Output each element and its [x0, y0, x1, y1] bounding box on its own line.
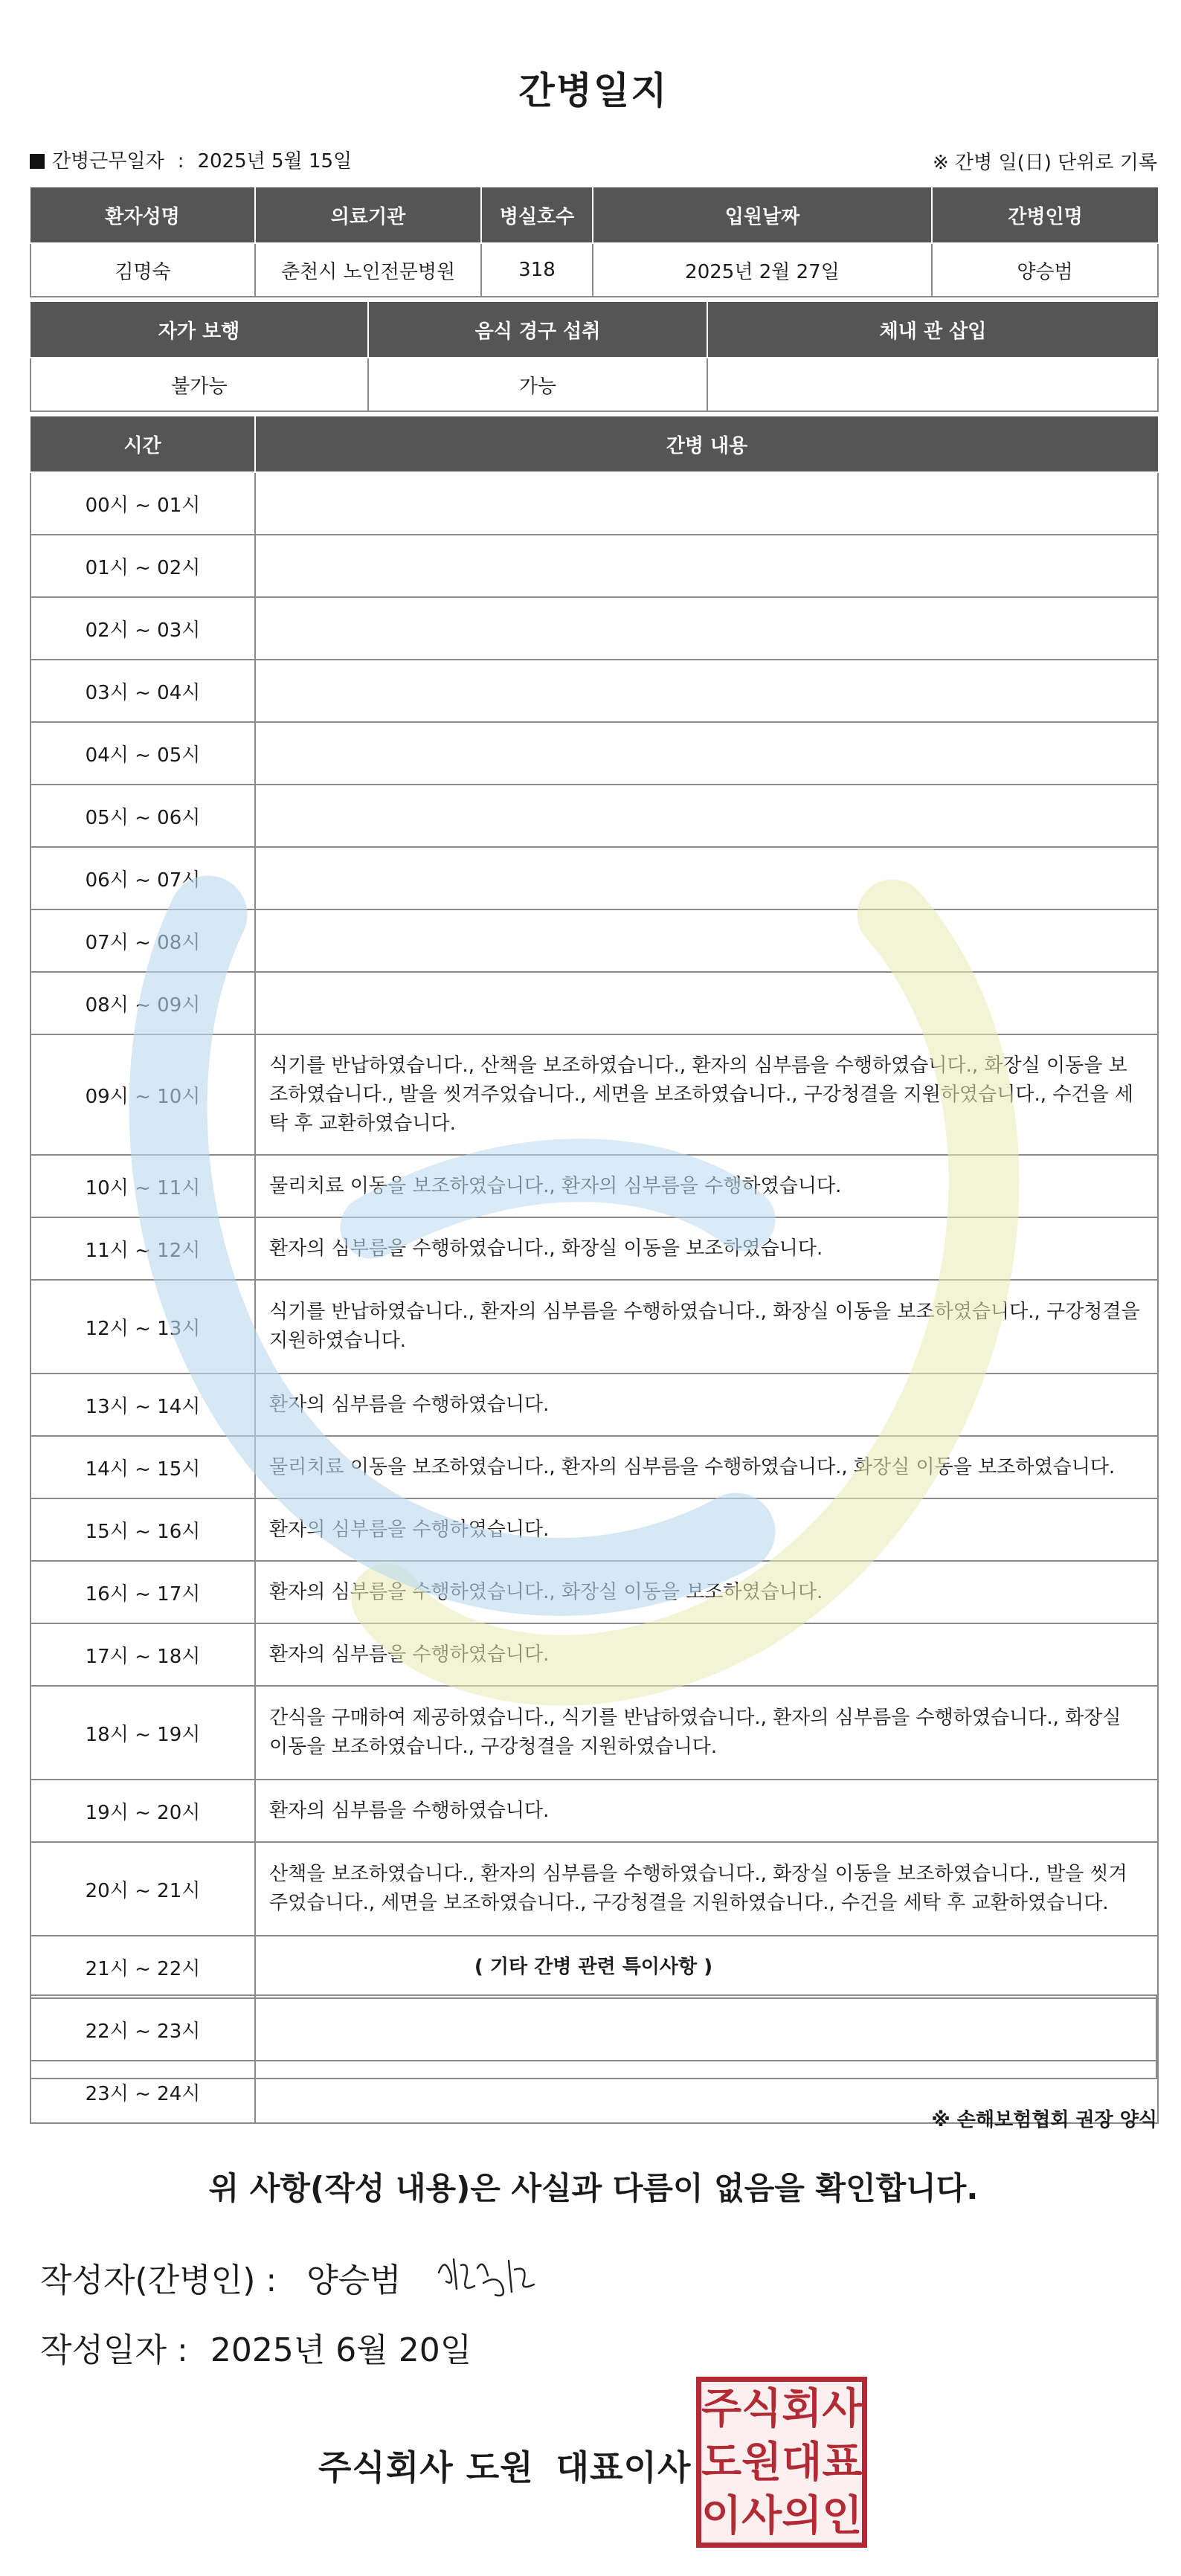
- header-oral-intake: 음식 경구 섭취: [368, 302, 707, 358]
- seal-character: 사: [741, 2491, 782, 2540]
- time-slot: 05시 ~ 06시: [30, 785, 255, 847]
- care-content: [255, 972, 1158, 1034]
- log-header-row: [30, 416, 1158, 472]
- time-slot: 00시 ~ 01시: [30, 472, 255, 535]
- care-content: 식기를 반납하였습니다., 산책을 보조하였습니다., 환자의 심부름을 수행하였습니다., 화장실 이동을 보조하였습니다., 발을 씻겨주었습니다., 세면을 보조하였습니다., 구강청결을 지원하였습니다., 수건을 세탁 후 교환하였습니다.: [255, 1034, 1158, 1155]
- written-date-label: 작성일자 :: [40, 2331, 188, 2369]
- seal-character: 인: [822, 2491, 863, 2540]
- representative-title: 대표이사: [556, 2447, 692, 2488]
- company-line: [318, 2441, 691, 2490]
- header-room-number: 병실호수: [481, 187, 593, 243]
- table-row: [30, 597, 1158, 660]
- seal-character: 원: [741, 2438, 782, 2487]
- care-content: 간식을 구매하여 제공하였습니다., 식기를 반납하였습니다., 환자의 심부름을 수행하였습니다., 화장실 이동을 보조하였습니다., 구강청결을 지원하였습니다.: [255, 1686, 1158, 1780]
- header-time: 시간: [30, 416, 255, 472]
- header-caregiver-name: 간병인명: [932, 187, 1158, 243]
- seal-character: 회: [782, 2384, 823, 2433]
- time-slot: 22시 ~ 23시: [30, 1998, 255, 2061]
- care-content: [255, 472, 1158, 535]
- care-content: [255, 660, 1158, 722]
- confirmation-statement: 위 사항(작성 내용)은 사실과 다름이 없음을 확인합니다.: [208, 2170, 979, 2206]
- table-row: [30, 1280, 1158, 1374]
- seal-character: 의: [782, 2491, 823, 2540]
- table-row: [30, 785, 1158, 847]
- work-date-line: [30, 146, 352, 173]
- time-slot: 09시 ~ 10시: [30, 1034, 255, 1155]
- writer-name: 양승범: [306, 2261, 402, 2299]
- seal-character: 표: [822, 2438, 863, 2487]
- written-date-value: 2025년 6월 20일: [210, 2331, 472, 2369]
- seal-character: 대: [782, 2438, 823, 2487]
- page-title: 간병일지: [518, 69, 669, 112]
- time-slot: 15시 ~ 16시: [30, 1498, 255, 1561]
- writer-line: [40, 2253, 402, 2301]
- care-content: 식기를 반납하였습니다., 환자의 심부름을 수행하였습니다., 화장실 이동을 보조하였습니다., 구강청결을 지원하였습니다.: [255, 1280, 1158, 1374]
- unit-note: ※ 간병 일(日) 단위로 기록: [932, 152, 1157, 174]
- table-row: [30, 1842, 1158, 1936]
- seal-character: 도: [701, 2438, 742, 2487]
- table-row: [30, 1034, 1158, 1155]
- work-date-separator: :: [177, 150, 184, 173]
- header-self-walking: 자가 보행: [30, 302, 368, 358]
- care-content: 환자의 심부름을 수행하였습니다., 화장실 이동을 보조하였습니다.: [255, 1561, 1158, 1623]
- header-admission-date: 입원날짜: [593, 187, 932, 243]
- table-row: [30, 1561, 1158, 1623]
- table-row: [30, 660, 1158, 722]
- care-content: 산책을 보조하였습니다., 환자의 심부름을 수행하였습니다., 화장실 이동을 보조하였습니다., 발을 씻겨주었습니다., 세면을 보조하였습니다., 구강청결을 지원하였습니다., 수건을 세탁 후 교환하였습니다.: [255, 1842, 1158, 1936]
- time-slot: 04시 ~ 05시: [30, 722, 255, 785]
- time-slot: 23시 ~ 24시: [30, 2061, 255, 2123]
- care-content: 환자의 심부름을 수행하였습니다.: [255, 1780, 1158, 1842]
- time-slot: 21시 ~ 22시: [30, 1936, 255, 1998]
- time-slot: 20시 ~ 21시: [30, 1842, 255, 1936]
- care-content: [255, 535, 1158, 597]
- notes-section-title: ( 기타 간병 관련 특이사항 ): [474, 1956, 713, 1978]
- patient-header-row: [30, 187, 1158, 243]
- time-slot: 19시 ~ 20시: [30, 1780, 255, 1842]
- admission-date: 2025년 2월 27일: [593, 243, 932, 297]
- time-slot: 03시 ~ 04시: [30, 660, 255, 722]
- patient-value-row: [30, 243, 1158, 297]
- time-slot: 10시 ~ 11시: [30, 1155, 255, 1217]
- header-hospital: 의료기관: [255, 187, 481, 243]
- seal-row: [701, 2489, 862, 2543]
- header-care-content: 간병 내용: [255, 416, 1158, 472]
- signature-image: [431, 2243, 543, 2310]
- table-row: [30, 472, 1158, 535]
- company-name: 주식회사 도원: [318, 2447, 534, 2488]
- table-row: [30, 1374, 1158, 1436]
- table-row: [30, 972, 1158, 1034]
- time-slot: 08시 ~ 09시: [30, 972, 255, 1034]
- oral-intake-value: 가능: [368, 358, 707, 411]
- self-walking-value: 불가능: [30, 358, 368, 411]
- company-seal-stamp: [696, 2377, 867, 2548]
- hospital-name: 춘천시 노인전문병원: [255, 243, 481, 297]
- room-number: 318: [481, 243, 593, 297]
- time-slot: 02시 ~ 03시: [30, 597, 255, 660]
- time-slot: 16시 ~ 17시: [30, 1561, 255, 1623]
- seal-character: 이: [701, 2491, 742, 2540]
- work-date-value: 2025년 5월 15일: [197, 150, 353, 173]
- patient-info-table: [30, 187, 1159, 297]
- table-row: [30, 1155, 1158, 1217]
- writer-label: 작성자(간병인) :: [40, 2261, 277, 2299]
- form-source-note: ※ 손해보험협회 권장 양식: [931, 2109, 1157, 2131]
- time-slot: 06시 ~ 07시: [30, 847, 255, 909]
- caregiver-name: 양승범: [932, 243, 1158, 297]
- table-row: [30, 1686, 1158, 1780]
- header-tube-insertion: 체내 관 삽입: [707, 302, 1158, 358]
- time-slot: 14시 ~ 15시: [30, 1436, 255, 1498]
- table-row: [30, 722, 1158, 785]
- header-patient-name: 환자성명: [30, 187, 255, 243]
- care-content: 환자의 심부름을 수행하였습니다., 화장실 이동을 보조하였습니다.: [255, 1217, 1158, 1280]
- table-row: [30, 1498, 1158, 1561]
- care-content: 물리치료 이동을 보조하였습니다., 환자의 심부름을 수행하였습니다., 화장실 이동을 보조하였습니다.: [255, 1436, 1158, 1498]
- care-content: [255, 597, 1158, 660]
- table-row: [30, 1780, 1158, 1842]
- square-bullet-icon: [30, 154, 45, 169]
- table-row: [30, 847, 1158, 909]
- patient-name: 김명숙: [30, 243, 255, 297]
- table-row: [30, 535, 1158, 597]
- hourly-log-table: [30, 416, 1159, 2124]
- seal-character: 사: [822, 2384, 863, 2433]
- notes-box: [30, 1994, 1157, 2079]
- care-content: 물리치료 이동을 보조하였습니다., 환자의 심부름을 수행하였습니다.: [255, 1155, 1158, 1217]
- patient-status-table: [30, 302, 1159, 412]
- status-header-row: [30, 302, 1158, 358]
- table-row: [30, 1217, 1158, 1280]
- seal-character: 식: [741, 2384, 782, 2433]
- care-content: 환자의 심부름을 수행하였습니다.: [255, 1623, 1158, 1686]
- written-date-line: [40, 2323, 472, 2371]
- time-slot: 17시 ~ 18시: [30, 1623, 255, 1686]
- seal-character: 주: [701, 2384, 742, 2433]
- time-slot: 13시 ~ 14시: [30, 1374, 255, 1436]
- table-row: [30, 1436, 1158, 1498]
- care-content: 환자의 심부름을 수행하였습니다.: [255, 1498, 1158, 1561]
- care-content: [255, 909, 1158, 972]
- table-row: [30, 1623, 1158, 1686]
- time-slot: 12시 ~ 13시: [30, 1280, 255, 1374]
- time-slot: 07시 ~ 08시: [30, 909, 255, 972]
- time-slot: 11시 ~ 12시: [30, 1217, 255, 1280]
- tube-insertion-value: [707, 358, 1158, 411]
- care-content: [255, 785, 1158, 847]
- care-content: [255, 847, 1158, 909]
- care-content: [255, 722, 1158, 785]
- time-slot: 18시 ~ 19시: [30, 1686, 255, 1780]
- time-slot: 01시 ~ 02시: [30, 535, 255, 597]
- table-row: [30, 909, 1158, 972]
- work-date-label: 간병근무일자: [52, 150, 164, 173]
- seal-row: [701, 2435, 862, 2489]
- care-content: 환자의 심부름을 수행하였습니다.: [255, 1374, 1158, 1436]
- status-value-row: [30, 358, 1158, 411]
- seal-row: [701, 2382, 862, 2435]
